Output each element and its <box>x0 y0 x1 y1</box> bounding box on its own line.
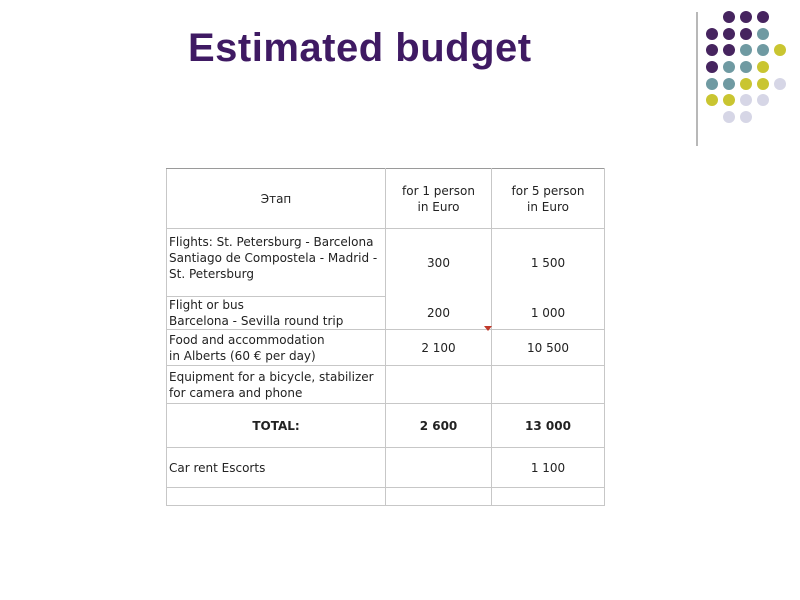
row-empty-one <box>386 488 492 506</box>
budget-table <box>166 168 605 506</box>
table-row <box>167 366 605 404</box>
header-five-person <box>492 169 605 229</box>
row-equipment-five <box>492 366 605 404</box>
row-equipment-one <box>386 366 492 404</box>
table-row <box>167 330 605 366</box>
decorative-dot <box>757 28 769 40</box>
row-bus-one: 200 <box>386 297 492 330</box>
table-row <box>167 297 605 330</box>
table-row <box>167 448 605 488</box>
comment-marker-icon <box>484 326 492 331</box>
header-one-person <box>386 169 492 229</box>
row-equipment-stage: Equipment for a bicycle, stabilizer for camera and phone <box>167 366 386 404</box>
row-car-stage: Car rent Escorts <box>167 448 386 488</box>
row-food-stage: Food and accommodation in Alberts (60 € per day) <box>167 330 386 366</box>
decorative-dot <box>706 94 718 106</box>
row-bus-stage: Flight or bus Barcelona - Sevilla round trip <box>167 297 386 330</box>
decorative-dot <box>757 78 769 90</box>
decorative-dot <box>757 61 769 73</box>
decorative-dot <box>723 11 735 23</box>
row-car-five: 1 100 <box>492 448 605 488</box>
decorative-dot <box>740 28 752 40</box>
decorative-dot <box>723 78 735 90</box>
row-flights-stage <box>167 229 386 297</box>
decorative-dot <box>774 78 786 90</box>
header-row <box>167 169 605 229</box>
total-five: 13 000 <box>492 404 605 448</box>
row-car-one <box>386 448 492 488</box>
decorative-dot <box>740 78 752 90</box>
decorative-dot <box>740 61 752 73</box>
decorative-dot <box>706 28 718 40</box>
header-five-person-text: for 5 person in Euro <box>511 183 585 214</box>
row-empty-five <box>492 488 605 506</box>
decorative-dot <box>723 28 735 40</box>
decorative-dot <box>757 94 769 106</box>
decorative-dot <box>723 44 735 56</box>
decorative-dot <box>757 44 769 56</box>
row-flights-stage-text: Flights: St. Petersburg - Barcelona Santiago de Compostela - Madrid - St. Petersburg <box>169 234 378 281</box>
decorative-dot <box>740 111 752 123</box>
row-empty-stage <box>167 488 386 506</box>
decorative-dot <box>706 61 718 73</box>
row-food-five: 10 500 <box>492 330 605 366</box>
table-row <box>167 229 605 297</box>
empty-row <box>167 488 605 506</box>
decorative-dot <box>740 44 752 56</box>
slide-title: Estimated budget <box>188 26 532 70</box>
row-food-one: 2 100 <box>386 330 492 366</box>
header-stage: Этап <box>167 169 386 229</box>
decorative-dot <box>740 11 752 23</box>
decorative-dot <box>757 11 769 23</box>
decorative-divider <box>696 12 698 146</box>
decorative-dot <box>706 44 718 56</box>
decorative-dot <box>723 61 735 73</box>
decorative-dot <box>706 78 718 90</box>
total-label: TOTAL: <box>167 404 386 448</box>
row-bus-five: 1 000 <box>492 297 605 330</box>
decorative-dot <box>723 111 735 123</box>
decorative-dot <box>723 94 735 106</box>
total-row <box>167 404 605 448</box>
row-flights-one: 300 <box>386 229 492 297</box>
decorative-dot <box>774 44 786 56</box>
header-one-person-text: for 1 person in Euro <box>402 183 475 214</box>
total-one: 2 600 <box>386 404 492 448</box>
decorative-dot <box>740 94 752 106</box>
row-flights-five: 1 500 <box>492 229 605 297</box>
